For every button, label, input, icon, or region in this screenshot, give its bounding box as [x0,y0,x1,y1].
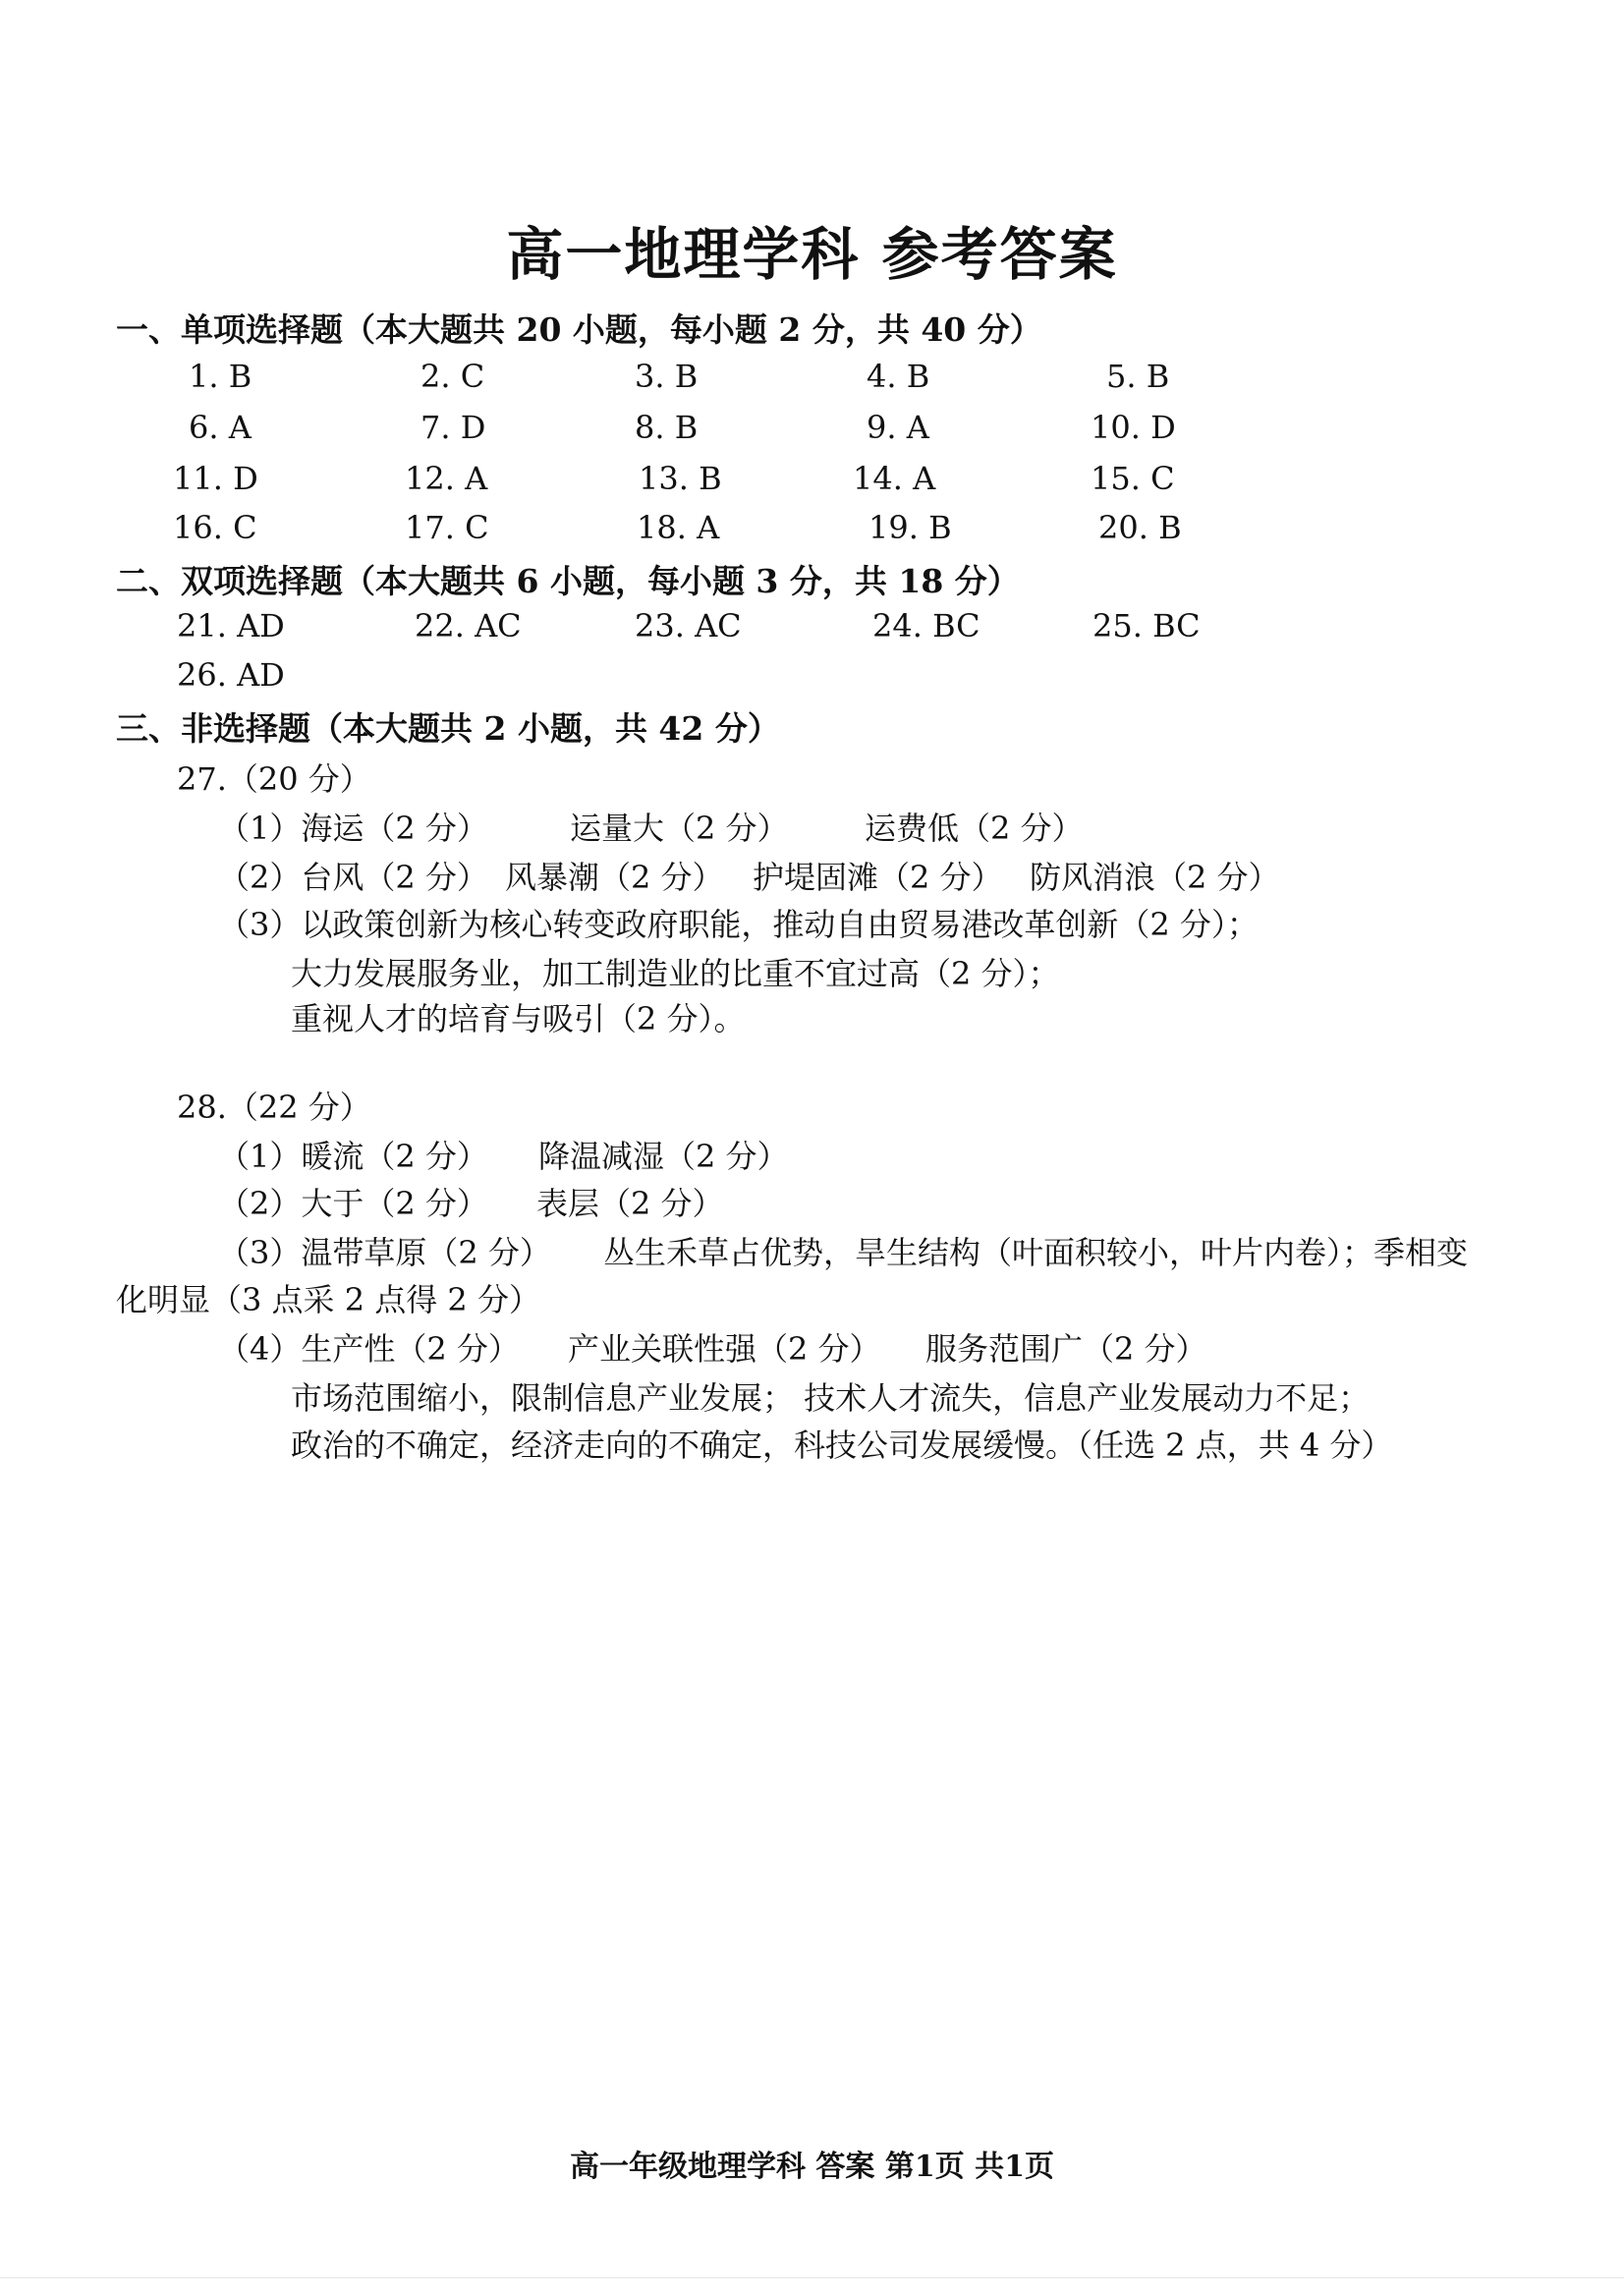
answer-item: 5. B [1106,358,1170,395]
q27-part1-answer: 运量大（2 分） [570,810,789,847]
page-title: 高一地理学科 参考答案 [506,221,1118,288]
answer-item: 1. B [189,358,252,395]
q28-part1-answer: （1）暖流（2 分） [218,1138,488,1175]
bottom-divider [0,2277,1624,2278]
answer-item: 19. B [868,509,952,546]
answer-item: 23. AC [635,607,742,644]
q28-part2-answer: （2）大于（2 分） [218,1185,488,1222]
q28-part2-answer: 表层（2 分） [536,1185,724,1222]
q28-part4-answer: 服务范围广（2 分） [925,1330,1207,1368]
answer-item: 6. A [189,409,252,446]
answer-item: 9. A [867,409,929,446]
answer-item: 12. A [405,460,488,497]
q27-part3-line: （3）以政策创新为核心转变政府职能，推动自由贸易港改革创新（2 分）； [218,906,1259,943]
answer-item: 24. BC [872,607,980,644]
q27-part2-answer: （2）台风（2 分） [218,859,488,896]
section-heading-double-choice: 二、双项选择题（本大题共 6 小题，每小题 3 分，共 18 分） [116,562,1020,600]
answer-item: 18. A [637,509,720,546]
answer-item: 25. BC [1092,607,1201,644]
answer-item: 21. AD [177,607,285,644]
section-heading-non-choice: 三、非选择题（本大题共 2 小题，共 42 分） [116,709,780,748]
q28-part4-line: 政治的不确定，经济走向的不确定，科技公司发展缓慢。（任选 2 点，共 4 分） [291,1427,1393,1464]
q28-part3-continuation: 化明显（3 点采 2 点得 2 分） [116,1281,540,1318]
answer-item: 15. C [1091,460,1175,497]
answer-item: 13. B [639,460,722,497]
answer-item: 26. AD [177,656,285,694]
answer-item: 10. D [1091,409,1176,446]
q28-part4-answer: 产业关联性强（2 分） [568,1330,881,1368]
answer-item: 3. B [635,358,699,395]
answer-item: 22. AC [415,607,522,644]
q27-part2-answer: 护堤固滩（2 分） [753,859,1003,896]
answer-item: 2. C [420,358,485,395]
q28-part4-line: 市场范围缩小，限制信息产业发展； 技术人才流失，信息产业发展动力不足； [291,1379,1371,1417]
q27-part1-answer: （1）海运（2 分） [218,810,488,847]
answer-item: 14. A [853,460,936,497]
q28-part3-answer: （3）温带草原（2 分） [218,1234,551,1271]
answer-item: 11. D [173,460,258,497]
q28-part3-answer: 丛生禾草占优势，旱生结构（叶面积较小，叶片内卷）；季相变 [603,1234,1469,1271]
answer-item: 16. C [173,509,257,546]
q27-part3-line: 重视人才的培育与吸引（2 分）。 [291,1000,746,1037]
section-heading-single-choice: 一、单项选择题（本大题共 20 小题，每小题 2 分，共 40 分） [116,310,1042,349]
q27-part3-line: 大力发展服务业，加工制造业的比重不宜过高（2 分）； [291,955,1060,992]
answer-item: 4. B [867,358,930,395]
answer-item: 8. B [635,409,699,446]
answer-item: 20. B [1098,509,1182,546]
page-footer: 高一年级地理学科 答案 第1页 共1页 [569,2150,1055,2184]
q27-part1-answer: 运费低（2 分） [865,810,1084,847]
q27-part2-answer: 风暴潮（2 分） [505,859,724,896]
question-27-heading: 27.（20 分） [177,760,371,798]
answer-item: 17. C [405,509,489,546]
answer-item: 7. D [420,409,486,446]
q28-part1-answer: 降温减湿（2 分） [538,1138,789,1175]
q28-part4-answer: （4）生产性（2 分） [218,1330,520,1368]
q27-part2-answer: 防风消浪（2 分） [1030,859,1280,896]
question-28-heading: 28.（22 分） [177,1089,371,1126]
